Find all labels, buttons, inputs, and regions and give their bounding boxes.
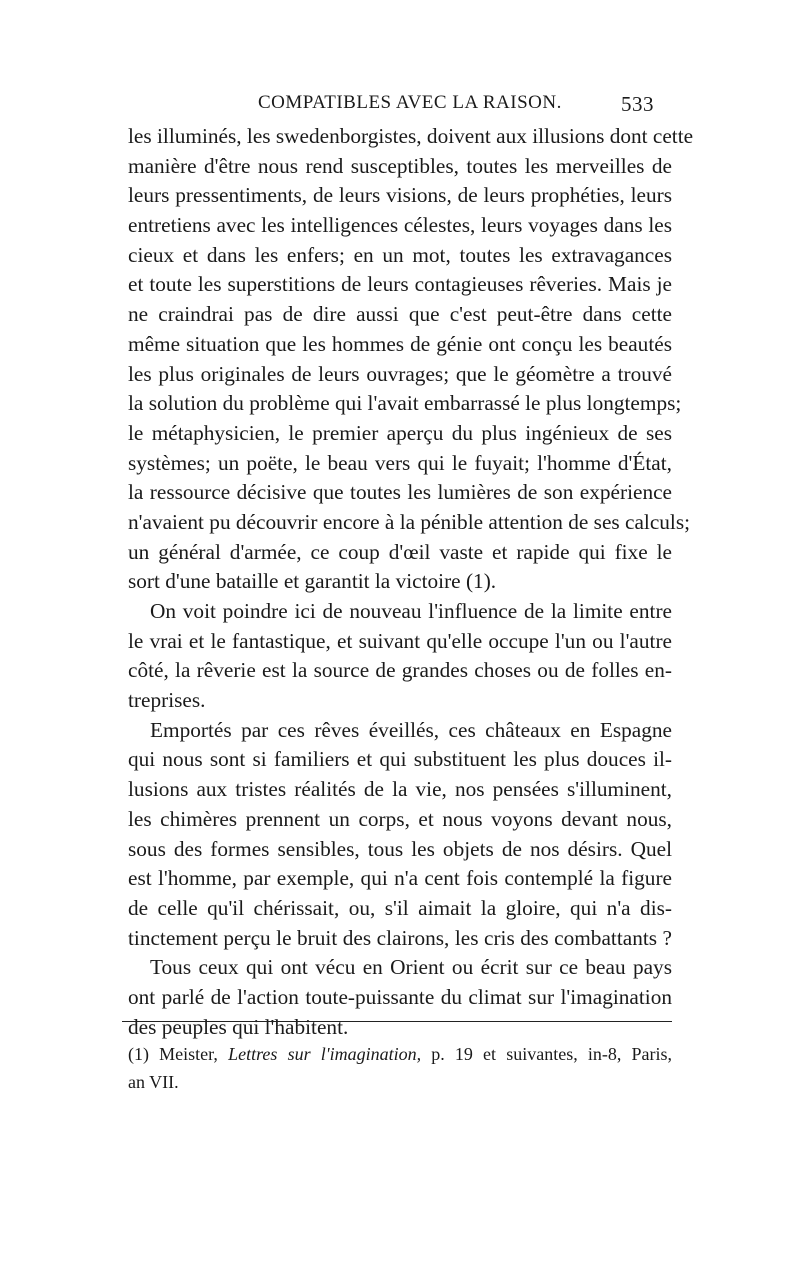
text-line: le vrai et le fantastique, et suivant qu'elle occupe l'un ou l'autre [128, 628, 672, 653]
text-line: qui nous sont si familiers et qui substituent les plus douces il- [128, 747, 672, 772]
text-line: des peuples qui l'habitent. [128, 1014, 349, 1039]
text-line: tinctement perçu le bruit des clairons, les cris des combattants ? [128, 925, 672, 950]
text-line: la ressource décisive que toutes les lumières de son expérience [128, 480, 672, 505]
footnote-marker: (1) Meister, [128, 1044, 218, 1064]
page-header [258, 92, 654, 118]
text-line: les plus originales de leurs ouvrages; que le géomètre a trouvé [128, 361, 672, 386]
text-line: le métaphysicien, le premier aperçu du plus ingénieux de ses [128, 420, 672, 445]
text-line: de celle qu'il chérissait, ou, s'il aimait la gloire, qui n'a dis- [128, 895, 672, 920]
text-line: treprises. [128, 688, 206, 713]
text-line: cieux et dans les enfers; en un mot, toutes les extravagances [128, 242, 672, 267]
text-line: Tous ceux qui ont vécu en Orient ou écrit sur ce beau pays [150, 955, 672, 980]
text-line: et toute les superstitions de leurs contagieuses rêveries. Mais je [128, 272, 672, 297]
text-line: manière d'être nous rend susceptibles, toutes les merveilles de [128, 153, 672, 178]
text-line: entretiens avec les intelligences célestes, leurs voyages dans les [128, 213, 672, 238]
text-line: même situation que les hommes de génie ont conçu les beautés [128, 331, 672, 356]
text-line: un général d'armée, ce coup d'œil vaste et rapide qui fixe le [128, 539, 672, 564]
text-line: sort d'une bataille et garantit la victoire (1). [128, 569, 497, 594]
body-text [128, 122, 694, 1042]
footnote-rule [122, 1021, 672, 1022]
page-number: 533 [621, 92, 654, 116]
footnote-line [128, 1040, 672, 1068]
text-line: côté, la rêverie est la source de grandes choses ou de folles en- [128, 658, 672, 683]
text-line: les chimères prennent un corps, et nous voyons devant nous, [128, 806, 672, 831]
text-line: n'avaient pu découvrir encore à la pénible attention de ses calculs; [128, 509, 691, 534]
text-line: est l'homme, par exemple, qui n'a cent fois contemplé la figure [128, 866, 672, 891]
text-line: ont parlé de l'action toute-puissante du climat sur l'imagination [128, 984, 672, 1009]
footnote-rest: p. 19 et suivantes, in-8, Paris, [431, 1044, 672, 1064]
text-line: sous des formes sensibles, tous les objets de nos désirs. Quel [128, 836, 672, 861]
running-title: COMPATIBLES AVEC LA RAISON. [258, 92, 562, 113]
text-line: les illuminés, les swedenborgistes, doivent aux illusions dont cette [128, 124, 694, 148]
text-line: lusions aux tristes réalités de la vie, nos pensées s'illuminent, [128, 777, 672, 802]
footnote [128, 1040, 672, 1096]
text-line: leurs pressentiments, de leurs visions, de leurs prophéties, leurs [128, 183, 672, 208]
text-line: la solution du problème qui l'avait embarrassé le plus longtemps; [128, 391, 682, 416]
text-line: On voit poindre ici de nouveau l'influence de la limite entre [150, 599, 672, 623]
text-line: Emportés par ces rêves éveillés, ces châteaux en Espagne [150, 717, 672, 742]
text-line: ne craindrai pas de dire aussi que c'est peut-être dans cette [128, 302, 672, 327]
footnote-line: an VII. [128, 1072, 179, 1092]
footnote-title: Lettres sur l'imagination, [228, 1044, 422, 1064]
text-line: systèmes; un poëte, le beau vers qui le fuyait; l'homme d'État, [128, 450, 672, 475]
